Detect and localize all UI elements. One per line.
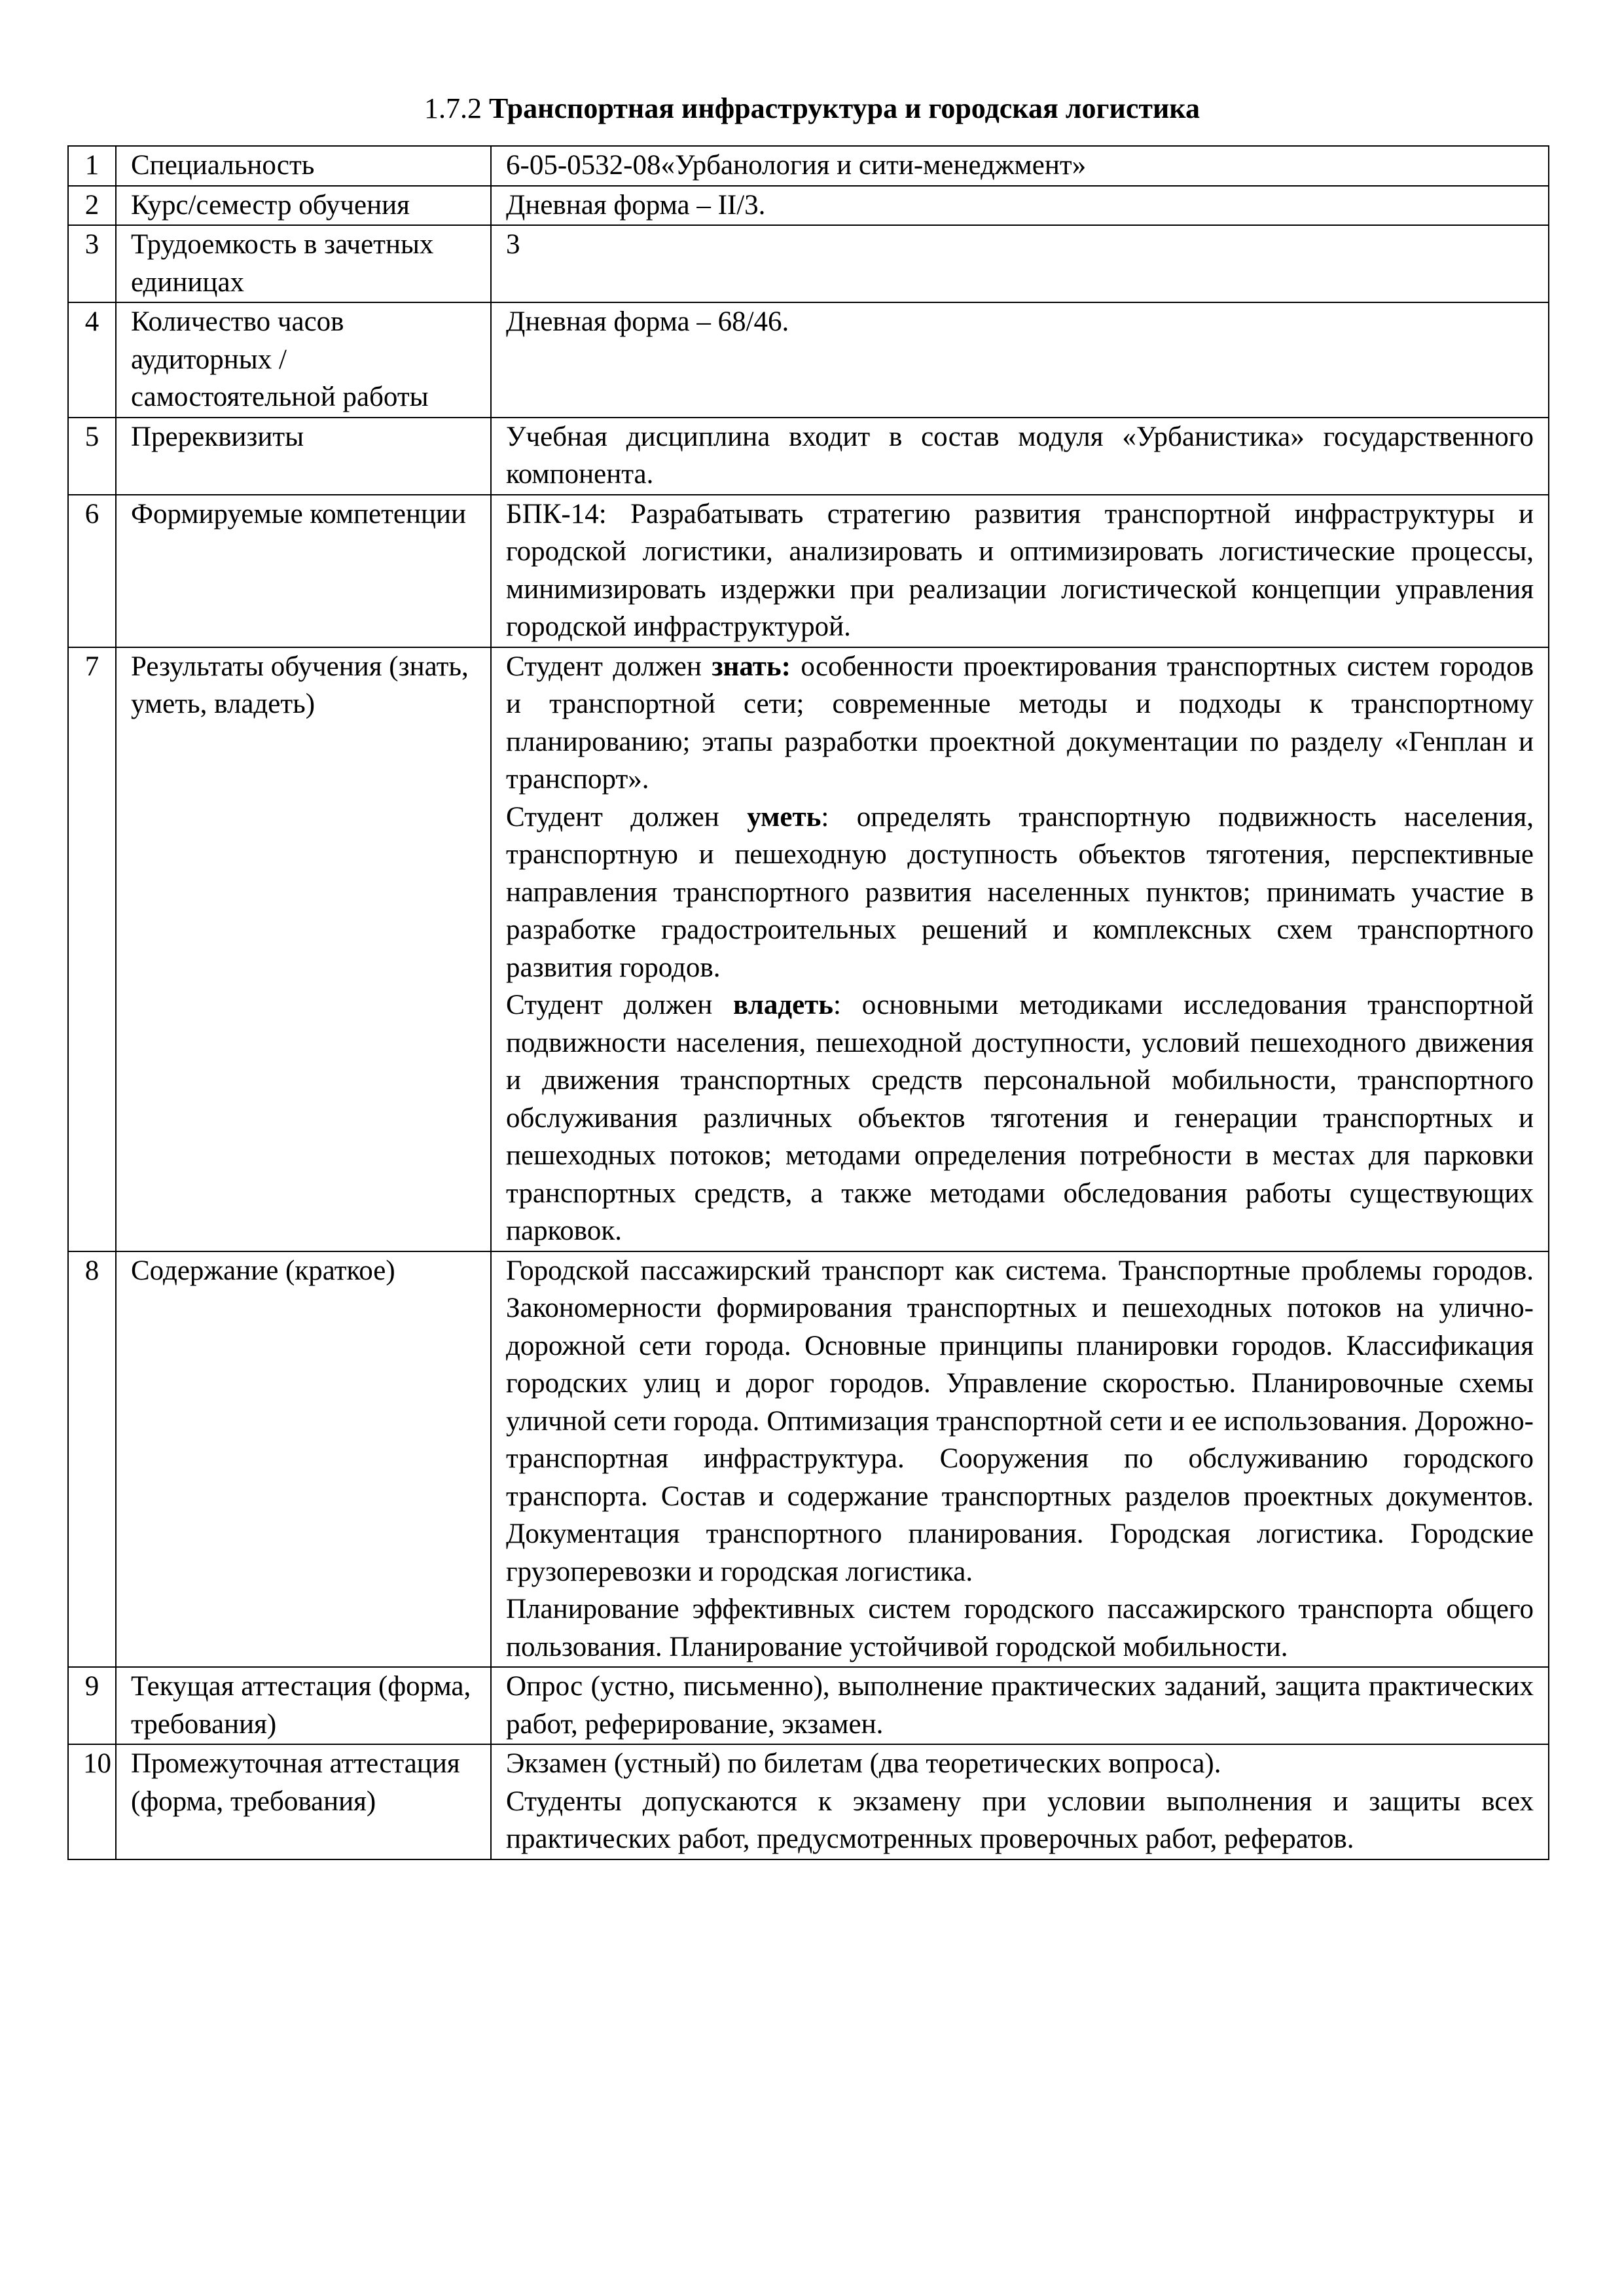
row-value: [491, 1251, 1549, 1668]
row-number: 6: [68, 495, 116, 647]
value-text: Студенты допускаются к экзамену при условии выполнения и защиты всех практических работ, предусмотренных проверочных работ, рефератов.: [506, 1785, 1534, 1854]
row-number: 9: [68, 1667, 116, 1744]
outcome-text: особенности проектирования транспортных систем городов и транспортной сети; современные методы и подходы к транспортному планированию; этапы разработки проектной документации по разделу «Генплан и транспорт».: [506, 651, 1534, 795]
row-label: Специальность: [116, 146, 491, 186]
value-text: Дневная форма – 68/46.: [506, 306, 789, 337]
value-text: 3: [506, 229, 520, 260]
table-row-hours: [68, 302, 1549, 418]
outcome-keyword: уметь: [747, 801, 821, 833]
value-text: Планирование эффективных систем городского пассажирского транспорта общего пользования. Планирование устойчивой городской мобильности.: [506, 1594, 1534, 1662]
row-label: Курс/семестр обучения: [116, 186, 491, 226]
outcome-keyword: владеть: [733, 990, 834, 1020]
row-value: [491, 647, 1549, 1251]
table-row-intermediate-assessment: [68, 1744, 1549, 1859]
row-label: Формируемые компетенции: [116, 495, 491, 647]
section-number: 1.7.2: [424, 92, 482, 124]
row-value: [491, 495, 1549, 647]
discipline-name: Транспортная инфраструктура и городская логистика: [489, 92, 1200, 124]
table-row-credits: [68, 225, 1549, 302]
row-value: [491, 418, 1549, 495]
table-row-course: [68, 186, 1549, 226]
outcome-know: [506, 648, 1534, 798]
row-value: [491, 146, 1549, 186]
row-value: [491, 302, 1549, 418]
outcome-lead: Студент должен: [506, 651, 712, 682]
outcome-master: [506, 986, 1534, 1250]
row-number: 4: [68, 302, 116, 418]
row-value: [491, 225, 1549, 302]
row-value: [491, 1667, 1549, 1744]
row-number: 10: [68, 1744, 116, 1859]
outcome-text: : основными методиками исследования транспортной подвижности населения, пешеходной доступности, условий пешеходного движения и движения транспортных средств персональной мобильности, транспортного обслуживания различных объектов тяготения и генерации транспортных и пешеходных потоков; методами определения потребности в местах для парковки транспортных средств, а также методами обследования работы существующих парковок.: [506, 990, 1534, 1246]
table-row-content: [68, 1251, 1549, 1668]
outcome-keyword: знать:: [712, 651, 791, 682]
row-label: Текущая аттестация (форма, требования): [116, 1667, 491, 1744]
value-text: Дневная форма – II/3.: [506, 189, 766, 221]
value-text: Городской пассажирский транспорт как система. Транспортные проблемы городов. Закономерности формирования транспортных и пешеходных потоков на улично-дорожной сети города. Основные принципы планировки городов. Классификация городских улиц и дорог городов. Управление скоростью. Планировочные схемы уличной сети города. Оптимизация транспортной сети и ее использования. Дорожно-транспортная инфраструктура. Сооружения по обслуживанию городского транспорта. Состав и содержание транспортных разделов проектных документов. Документация транспортного планирования. Городская логистика. Городские грузоперевозки и городская логистика.: [506, 1255, 1534, 1587]
row-label: Содержание (краткое): [116, 1251, 491, 1668]
row-number: 7: [68, 647, 116, 1251]
value-text: Опрос (устно, письменно), выполнение практических заданий, защита практических работ, реферирование, экзамен.: [506, 1671, 1534, 1740]
row-number: 5: [68, 418, 116, 495]
row-label: Трудоемкость в зачетных единицах: [116, 225, 491, 302]
row-number: 3: [68, 225, 116, 302]
row-value: [491, 186, 1549, 226]
table-row-prerequisites: [68, 418, 1549, 495]
outcome-lead: Студент должен: [506, 801, 748, 833]
table-row-current-assessment: [68, 1667, 1549, 1744]
row-number: 2: [68, 186, 116, 226]
row-number: 1: [68, 146, 116, 186]
row-number: 8: [68, 1251, 116, 1668]
row-label: Количество часов аудиторных / самостоятельной работы: [116, 302, 491, 418]
table-row-competencies: [68, 495, 1549, 647]
outcome-text: : определять транспортную подвижность населения, транспортную и пешеходную доступность объектов тяготения, перспективные направления транспортного развития населенных пунктов; принимать участие в разработке градостроительных решений и комплексных схем транспортного развития городов.: [506, 801, 1534, 983]
table-row-learning-outcomes: [68, 647, 1549, 1251]
value-text: БПК-14: Разрабатывать стратегию развития транспортной инфраструктуры и городской логистики, анализировать и оптимизировать логистические процессы, минимизировать издержки при реализации логистической концепции управления городской инфраструктурой.: [506, 498, 1534, 642]
row-label: Результаты обучения (знать, уметь, владеть): [116, 647, 491, 1251]
row-value: [491, 1744, 1549, 1859]
row-label: Пререквизиты: [116, 418, 491, 495]
value-text: Экзамен (устный) по билетам (два теоретических вопроса).: [506, 1748, 1221, 1779]
value-text: Учебная дисциплина входит в состав модуля «Урбанистика» государственного компонента.: [506, 421, 1534, 490]
row-label: Промежуточная аттестация (форма, требования): [116, 1744, 491, 1859]
value-text: 6-05-0532-08«Урбанология и сити-менеджмент»: [506, 150, 1087, 181]
outcome-lead: Студент должен: [506, 990, 734, 1020]
outcome-can: [506, 798, 1534, 987]
document-title: [0, 90, 1624, 127]
syllabus-table: [67, 145, 1549, 1860]
table-row-specialty: [68, 146, 1549, 186]
